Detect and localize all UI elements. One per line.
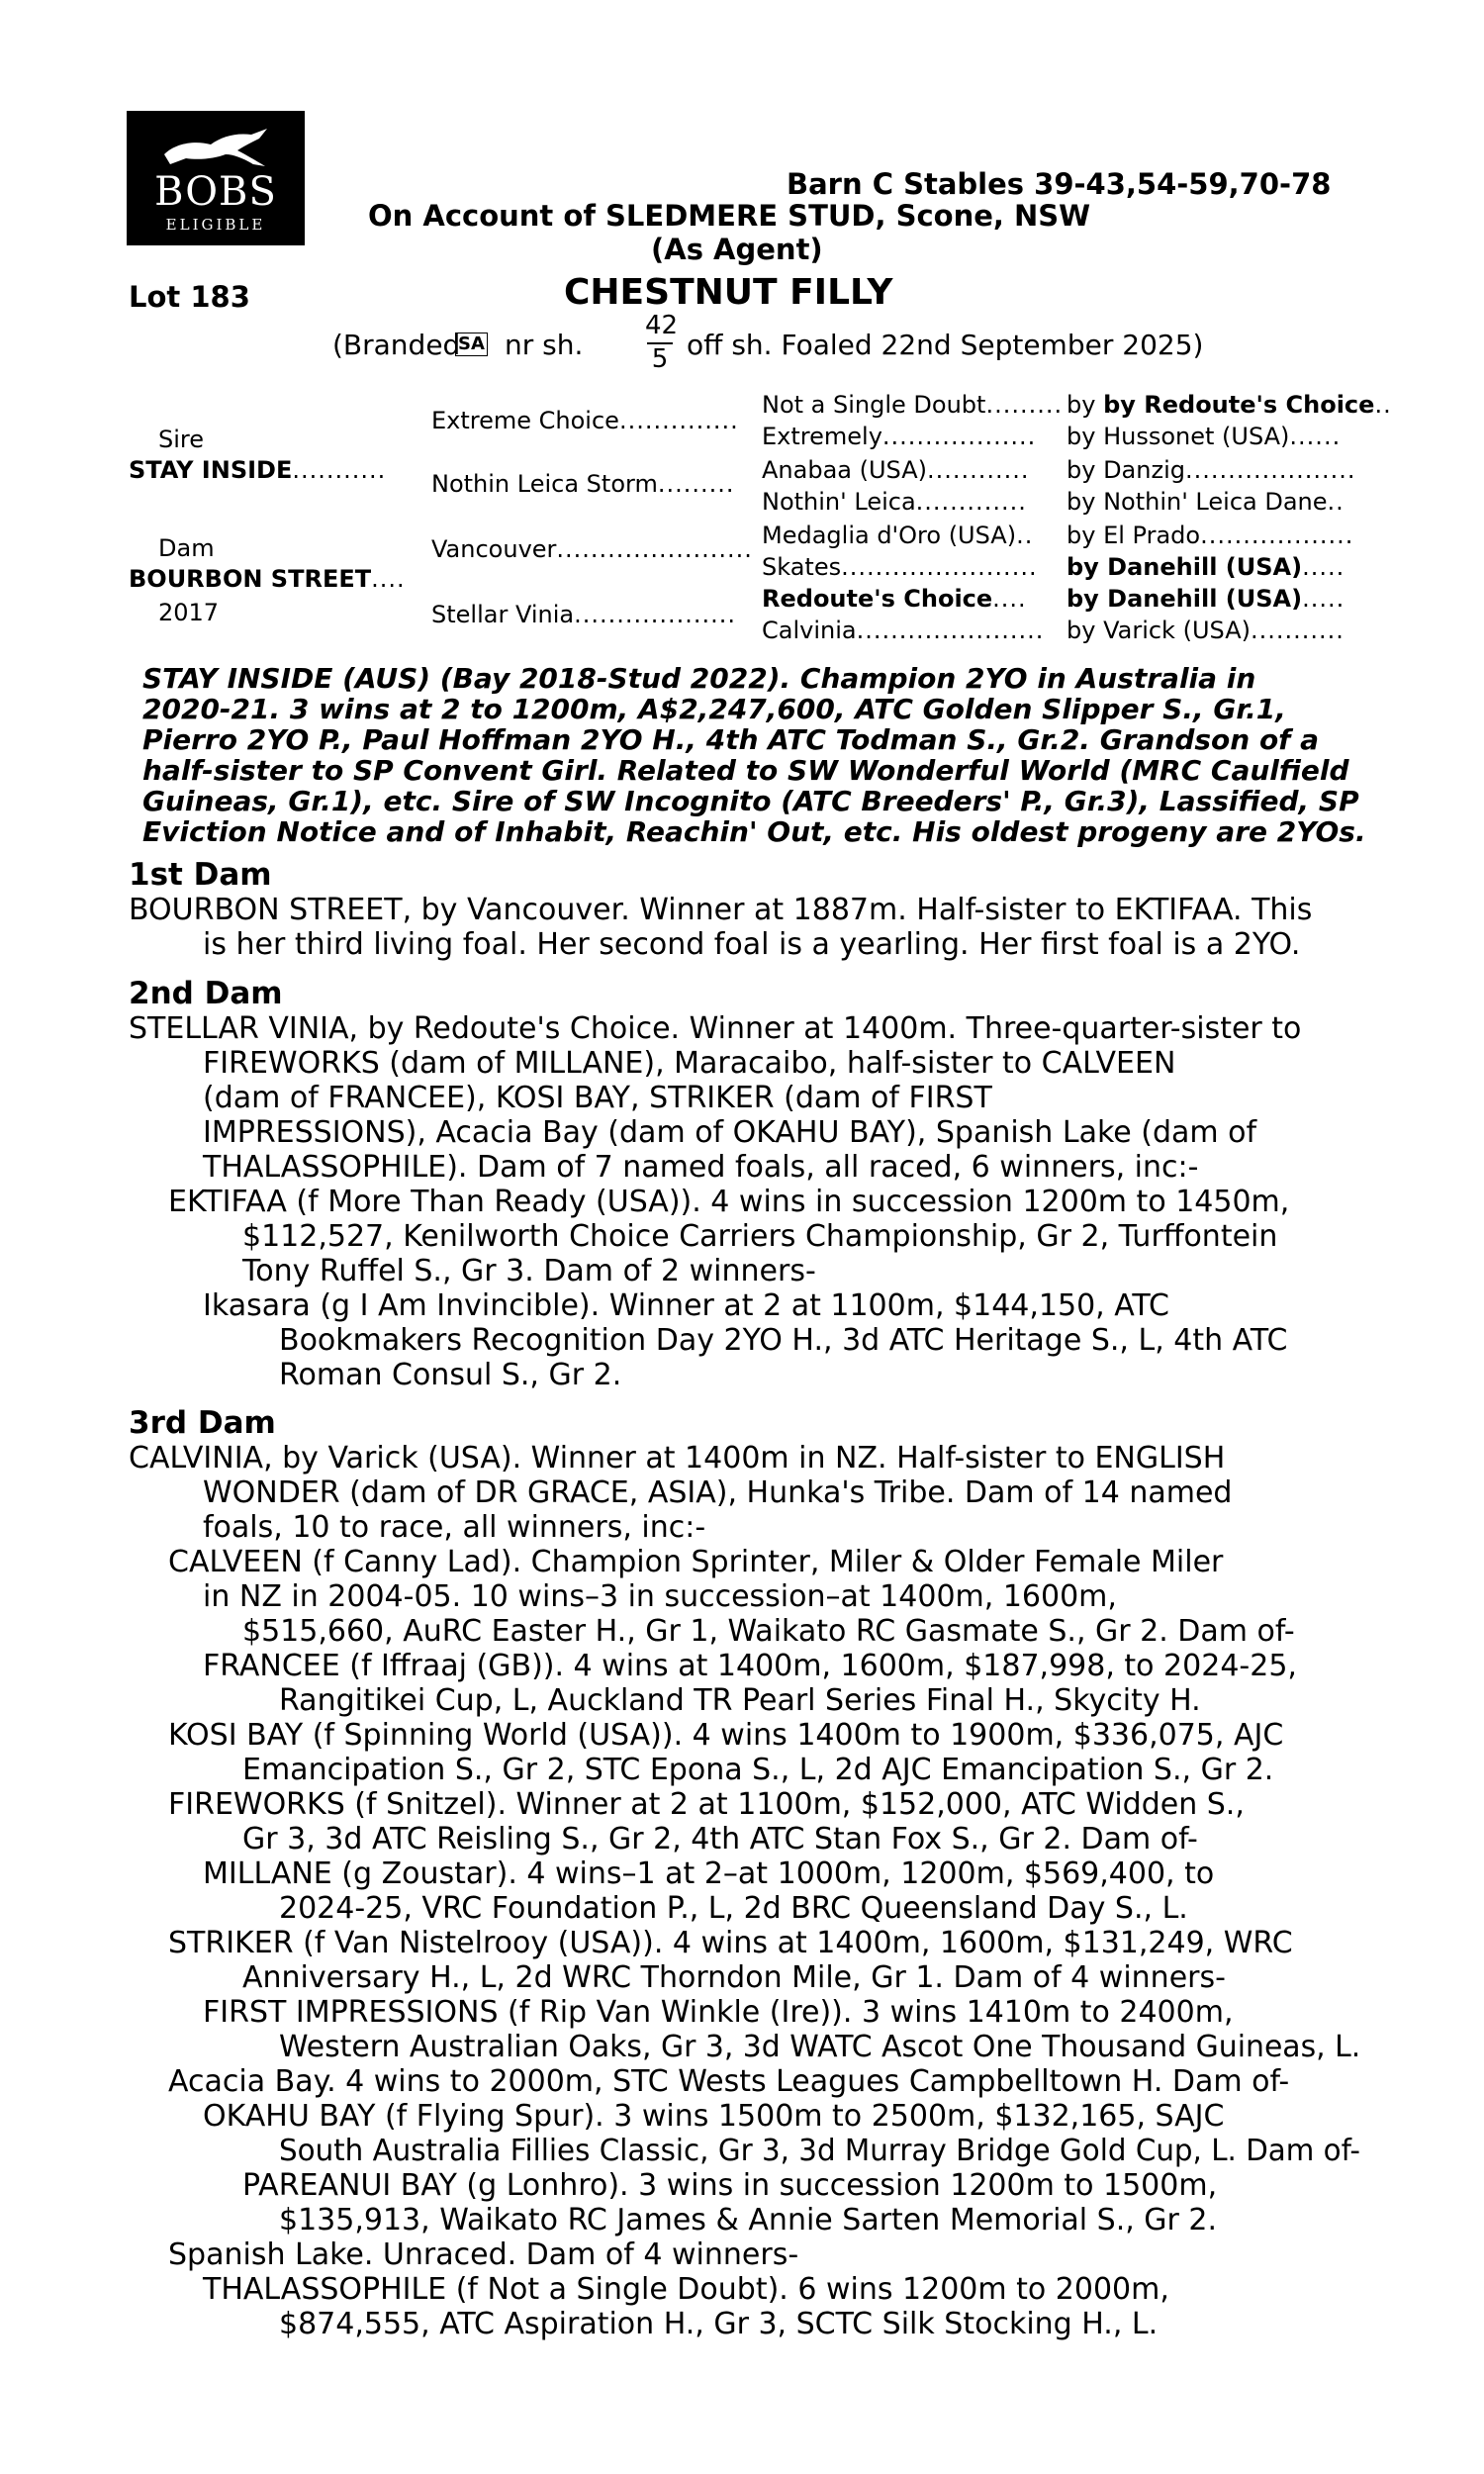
- second-dam-line: Bookmakers Recognition Day 2YO H., 3d ATC Heritage S., L, 4th ATC: [279, 1323, 1288, 1358]
- brand-number-top: 42: [645, 311, 679, 340]
- third-dam-line: CALVINIA, by Varick (USA). Winner at 1400m in NZ. Half-sister to ENGLISH: [129, 1441, 1226, 1475]
- second-dam-line: EKTIFAA (f More Than Ready (USA)). 4 wins in succession 1200m to 1450m,: [168, 1185, 1290, 1219]
- third-dam-line: FIRST IMPRESSIONS (f Rip Van Winkle (Ire)). 3 wins 1410m to 2400m,: [203, 1995, 1234, 2030]
- second-dam-line: STELLAR VINIA, by Redoute's Choice. Winner at 1400m. Three-quarter-sister to: [129, 1011, 1302, 1046]
- third-dam-line: KOSI BAY (f Spinning World (USA)). 4 wins 1400m to 1900m, $336,075, AJC: [168, 1718, 1284, 1753]
- third-dam-line: WONDER (dam of DR GRACE, ASIA), Hunka's Tribe. Dam of 14 named: [203, 1475, 1233, 1510]
- ancestor-4-sire: by Nothin' Leica Dane: [1067, 488, 1328, 516]
- second-dam-line: FIREWORKS (dam of MILLANE), Maracaibo, half-sister to CALVEEN: [203, 1046, 1176, 1081]
- ancestor-6: Skates: [762, 553, 842, 581]
- third-dam-line: $515,660, AuRC Easter H., Gr 1, Waikato RC Gasmate S., Gr 2. Dam of-: [242, 1614, 1295, 1649]
- brand-off-side-foaled: off sh. Foaled 22nd September 2025): [687, 329, 1204, 361]
- brand-prefix: (Branded: [332, 329, 461, 361]
- third-dam-line: Spanish Lake. Unraced. Dam of 4 winners-: [168, 2237, 799, 2272]
- second-dam-line: (dam of FRANCEE), KOSI BAY, STRIKER (dam of FIRST: [203, 1081, 992, 1115]
- third-dam-line: Western Australian Oaks, Gr 3, 3d WATC Ascot One Thousand Guineas, L.: [279, 2030, 1361, 2064]
- third-dam-line: $135,913, Waikato RC James & Annie Sarten Memorial S., Gr 2.: [279, 2203, 1218, 2237]
- third-dam-line: $874,555, ATC Aspiration H., Gr 3, SCTC Silk Stocking H., L.: [279, 2307, 1159, 2341]
- dam-name: BOURBON STREET: [129, 565, 372, 593]
- ancestor-3-sire: by Danzig: [1067, 456, 1185, 484]
- sire-label: Sire: [158, 426, 205, 453]
- third-dam-line: OKAHU BAY (f Flying Spur). 3 wins 1500m to 2500m, $132,165, SAJC: [203, 2099, 1225, 2134]
- third-dam-line: South Australia Fillies Classic, Gr 3, 3d Murray Bridge Gold Cup, L. Dam of-: [279, 2134, 1360, 2168]
- brand-number-bottom: 5: [651, 344, 669, 374]
- logo-text-bobs: BOBS: [154, 169, 277, 215]
- grandsire-3: Vancouver: [431, 535, 557, 563]
- ancestor-6-sire: by Danehill (USA): [1067, 553, 1303, 581]
- third-dam-line: THALASSOPHILE (f Not a Single Doubt). 6 wins 1200m to 2000m,: [203, 2272, 1169, 2307]
- ancestor-7: Redoute's Choice: [762, 585, 993, 613]
- ancestor-8: Calvinia: [762, 617, 857, 644]
- ancestor-8-sire: by Varick (USA): [1067, 617, 1251, 644]
- page-title: CHESTNUT FILLY: [564, 272, 893, 313]
- brand-mark-icon: SA: [455, 333, 488, 356]
- ancestor-1-sire: by Redoute's Choice: [1103, 391, 1375, 419]
- first-dam-line: is her third living foal. Her second foal is a yearling. Her first foal is a 2YO.: [203, 927, 1301, 962]
- second-dam-line: IMPRESSIONS), Acacia Bay (dam of OKAHU BAY), Spanish Lake (dam of: [203, 1115, 1257, 1150]
- third-dam-line: MILLANE (g Zoustar). 4 wins–1 at 2–at 1000m, 1200m, $569,400, to: [203, 1856, 1215, 1891]
- lot-number: Lot 183: [129, 280, 250, 314]
- ancestor-4: Nothin' Leica: [762, 488, 916, 516]
- third-dam-line: Acacia Bay. 4 wins to 2000m, STC Wests Leagues Campbelltown H. Dam of-: [168, 2064, 1290, 2099]
- sire-summary-line: Eviction Notice and of Inhabit, Reachin' Out, etc. His oldest progeny are 2YOs.: [142, 815, 1366, 848]
- grandsire-1: Extreme Choice: [431, 407, 619, 434]
- third-dam-heading: 3rd Dam: [129, 1405, 276, 1441]
- sire-name: STAY INSIDE: [129, 456, 293, 484]
- vendor-account: On Account of SLEDMERE STUD, Scone, NSW: [368, 199, 1091, 233]
- third-dam-line: FIREWORKS (f Snitzel). Winner at 2 at 1100m, $152,000, ATC Widden S.,: [168, 1787, 1245, 1822]
- third-dam-line: in NZ in 2004-05. 10 wins–3 in succession–at 1400m, 1600m,: [203, 1579, 1117, 1614]
- third-dam-line: STRIKER (f Van Nistelrooy (USA)). 4 wins at 1400m, 1600m, $131,249, WRC: [168, 1926, 1293, 1960]
- third-dam-line: CALVEEN (f Canny Lad). Champion Sprinter, Miler & Older Female Miler: [168, 1545, 1224, 1579]
- dam-year: 2017: [158, 599, 220, 626]
- sire-summary: [142, 662, 1366, 848]
- third-dam-line: Emancipation S., Gr 2, STC Epona S., L, 2d AJC Emancipation S., Gr 2.: [242, 1753, 1274, 1787]
- third-dam-line: Rangitikei Cup, L, Auckland TR Pearl Series Final H., Skycity H.: [279, 1683, 1201, 1718]
- third-dam-line: Gr 3, 3d ATC Reisling S., Gr 2, 4th ATC Stan Fox S., Gr 2. Dam of-: [242, 1822, 1198, 1856]
- ancestor-7-sire: by Danehill (USA): [1067, 585, 1303, 613]
- grandsire-2: Nothin Leica Storm: [431, 470, 658, 498]
- second-dam-heading: 2nd Dam: [129, 976, 283, 1011]
- second-dam-line: Roman Consul S., Gr 2.: [279, 1358, 622, 1392]
- sire-summary-line: 2020-21. 3 wins at 2 to 1200m, A$2,247,600, ATC Golden Slipper S., Gr.1,: [142, 693, 1286, 725]
- ancestor-5: Medaglia d'Oro (USA): [762, 522, 1017, 549]
- barn-location: Barn C Stables 39-43,54-59,70-78: [787, 167, 1332, 201]
- third-dam-line: Anniversary H., L, 2d WRC Thorndon Mile, Gr 1. Dam of 4 winners-: [242, 1960, 1226, 1995]
- running-horse-icon: [156, 125, 275, 170]
- grandsire-4: Stellar Vinia: [431, 601, 575, 628]
- bobs-eligible-logo: [127, 111, 305, 245]
- ancestor-2: Extremely: [762, 423, 882, 450]
- ancestor-5-sire: by El Prado: [1067, 522, 1201, 549]
- logo-text-eligible: ELIGIBLE: [165, 216, 266, 234]
- dam-label: Dam: [158, 534, 215, 562]
- third-dam-line: FRANCEE (f Iffraaj (GB)). 4 wins at 1400m, 1600m, $187,998, to 2024-25,: [203, 1649, 1297, 1683]
- sire-summary-line: half-sister to SP Convent Girl. Related to SW Wonderful World (MRC Caulfield: [142, 754, 1349, 787]
- sire-summary-line: Pierro 2YO P., Paul Hoffman 2YO H., 4th ATC Todman S., Gr.2. Grandson of a: [142, 723, 1320, 756]
- brand-near-side: nr sh.: [505, 329, 584, 361]
- ancestor-3: Anabaa (USA): [762, 456, 928, 484]
- third-dam-line: PAREANUI BAY (g Lonhro). 3 wins in succession 1200m to 1500m,: [242, 2168, 1218, 2203]
- sire-summary-line: Guineas, Gr.1), etc. Sire of SW Incognito (ATC Breeders' P., Gr.3), Lassified, SP: [142, 785, 1359, 817]
- first-dam-line: BOURBON STREET, by Vancouver. Winner at 1887m. Half-sister to EKTIFAA. This: [129, 893, 1313, 927]
- second-dam-line: $112,527, Kenilworth Choice Carriers Championship, Gr 2, Turffontein: [242, 1219, 1278, 1254]
- sire-summary-line: STAY INSIDE (AUS) (Bay 2018-Stud 2022). Champion 2YO in Australia in: [142, 662, 1256, 695]
- second-dam-line: Tony Ruffel S., Gr 3. Dam of 2 winners-: [242, 1254, 816, 1288]
- third-dam-line: 2024-25, VRC Foundation P., L, 2d BRC Queensland Day S., L.: [279, 1891, 1188, 1926]
- third-dam-line: foals, 10 to race, all winners, inc:-: [203, 1510, 706, 1545]
- vendor-agent: (As Agent): [651, 233, 823, 266]
- ancestor-1: Not a Single Doubt: [762, 391, 986, 419]
- second-dam-line: THALASSOPHILE). Dam of 7 named foals, all raced, 6 winners, inc:-: [203, 1150, 1199, 1185]
- second-dam-line: Ikasara (g I Am Invincible). Winner at 2 at 1100m, $144,150, ATC: [203, 1288, 1169, 1323]
- first-dam-heading: 1st Dam: [129, 857, 272, 893]
- ancestor-2-sire: by Hussonet (USA): [1067, 423, 1290, 450]
